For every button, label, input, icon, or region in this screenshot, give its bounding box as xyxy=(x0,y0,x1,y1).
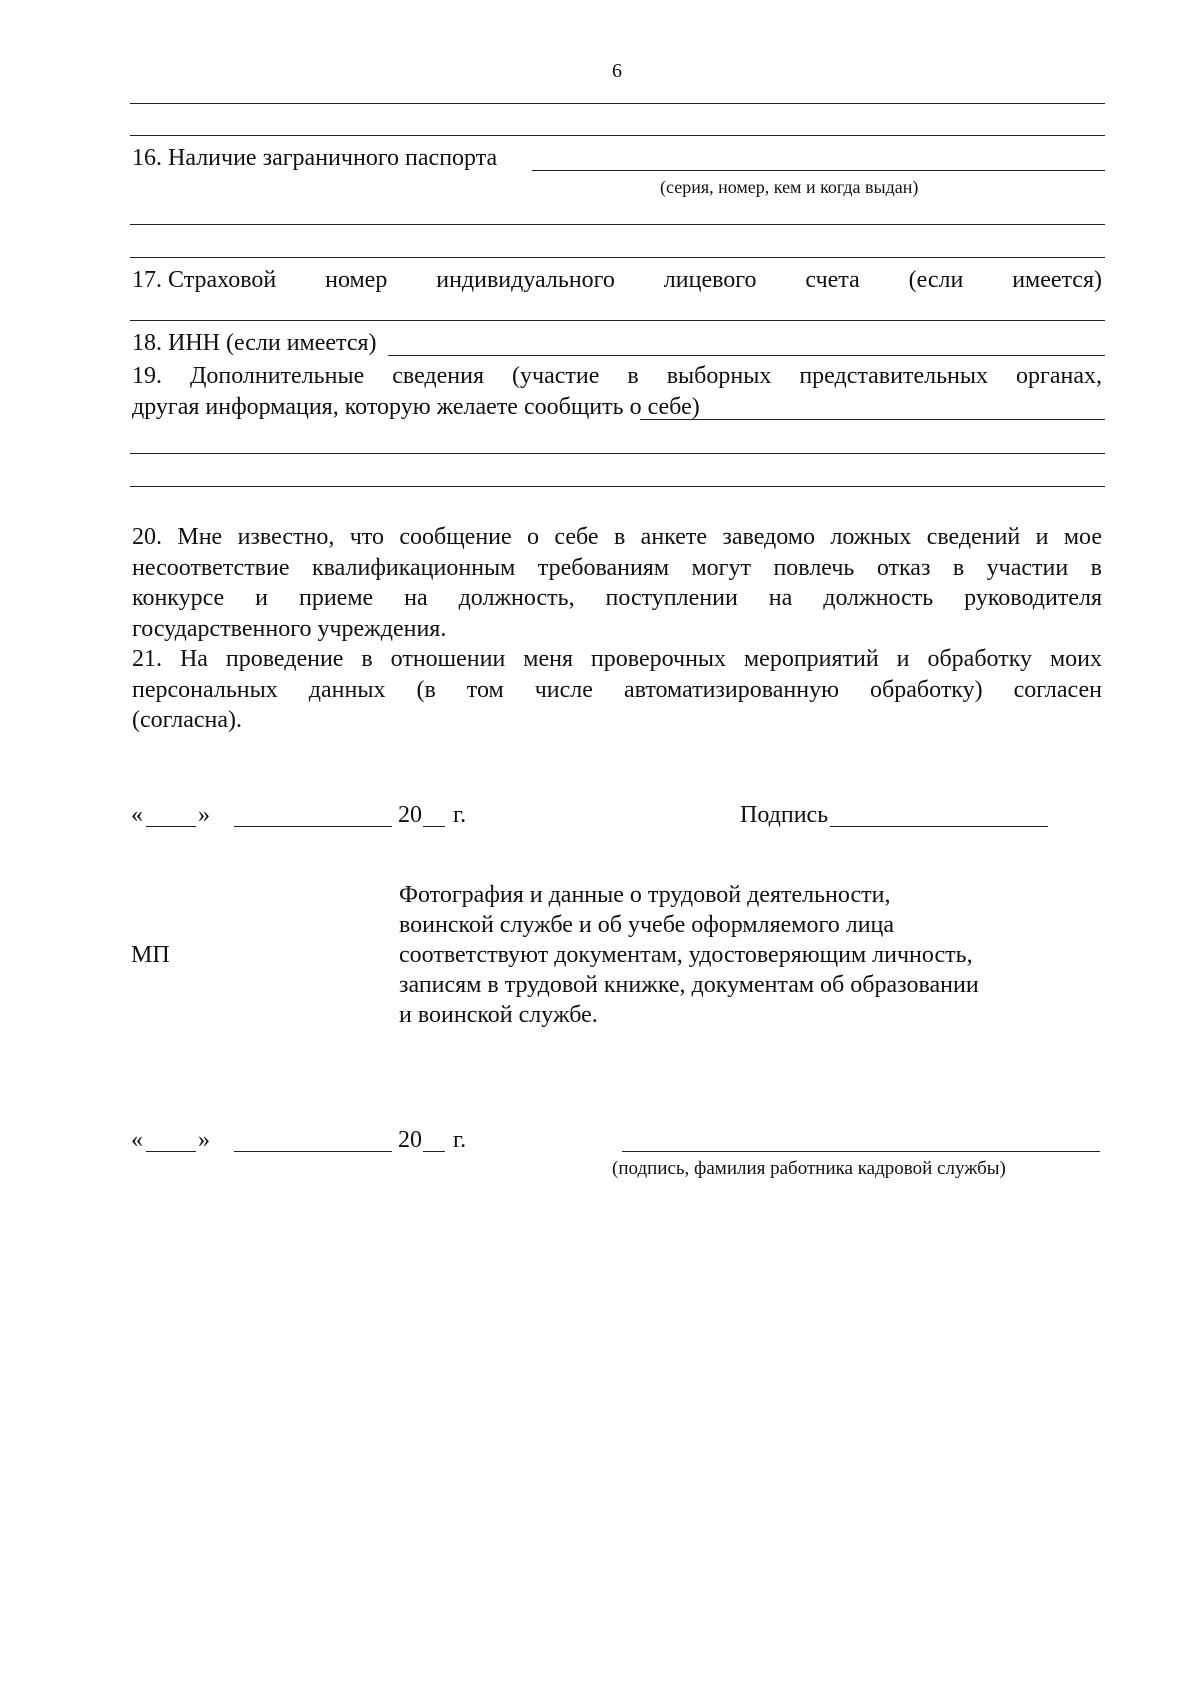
item17-word: (если xyxy=(908,267,964,293)
item21-line: персональных данных (в том числе автоматизированную обработку) согласен xyxy=(132,676,1102,703)
blank-line[interactable] xyxy=(130,103,1105,104)
signature-label: Подпись xyxy=(740,802,829,828)
item21-text xyxy=(132,644,1102,736)
additional-info-input-line[interactable] xyxy=(640,419,1105,420)
item20-line: государственного учреждения. xyxy=(132,615,447,642)
date1-year-suffix: г. xyxy=(453,802,467,828)
date1-close-quote: » xyxy=(198,802,210,828)
item17-label xyxy=(132,265,1102,295)
item19-line: 19. Дополнительные сведения (участие в выборных представительных органах, xyxy=(132,363,1102,389)
item19-text xyxy=(132,361,1102,422)
blank-line[interactable] xyxy=(130,224,1105,225)
inn-input-line[interactable] xyxy=(388,355,1105,356)
blank-line[interactable] xyxy=(130,135,1105,136)
item20-line: несоответствие квалификационным требованиям могут повлечь отказ в участии в xyxy=(132,554,1102,581)
item17-word: счета xyxy=(805,267,860,293)
blank-line[interactable] xyxy=(130,486,1105,487)
item20-line: конкурсе и приеме на должность, поступлении на должность руководителя xyxy=(132,585,1102,611)
item17-word: номер xyxy=(325,267,388,293)
date1-year: 20 xyxy=(398,802,422,828)
verification-line: Фотография и данные о трудовой деятельности, xyxy=(399,882,891,908)
item17-word: 17. Страховой xyxy=(132,267,277,293)
blank-line[interactable] xyxy=(130,257,1105,258)
hr-signature-hint: (подпись, фамилия работника кадровой службы) xyxy=(612,1158,1006,1179)
hr-signature-line[interactable] xyxy=(622,1151,1100,1152)
date1-month-line[interactable] xyxy=(234,826,392,827)
item17-word: индивидуального xyxy=(436,267,615,293)
verification-line: соответствуют документам, удостоверяющим личность, xyxy=(399,942,973,968)
verification-line: записям в трудовой книжке, документам об образовании xyxy=(399,972,979,998)
date2-year-suffix: г. xyxy=(453,1127,467,1153)
stamp-label: МП xyxy=(131,942,170,968)
item19-line: другая информация, которую желаете сообщить о себе) xyxy=(132,393,700,420)
item20-line: 20. Мне известно, что сообщение о себе в анкете заведомо ложных сведений и мое xyxy=(132,524,1102,550)
date1-open-quote: « xyxy=(131,802,143,828)
item16-hint: (серия, номер, кем и когда выдан) xyxy=(660,177,919,197)
item17-word: лицевого xyxy=(663,267,757,293)
snils-input-line[interactable] xyxy=(130,320,1105,321)
passport-input-line[interactable] xyxy=(532,170,1105,171)
item17-word: имеется) xyxy=(1012,267,1102,293)
verification-line: и воинской службе. xyxy=(399,1002,598,1028)
date1-year-line[interactable] xyxy=(423,826,445,827)
date2-open-quote: « xyxy=(131,1127,143,1153)
item16-label: 16. Наличие заграничного паспорта xyxy=(132,145,498,171)
item18-label: 18. ИНН (если имеется) xyxy=(132,330,377,356)
date2-year-line[interactable] xyxy=(423,1151,445,1152)
signature-line[interactable] xyxy=(830,826,1048,827)
blank-line[interactable] xyxy=(130,453,1105,454)
date2-day-line[interactable] xyxy=(146,1151,196,1152)
verification-line: воинской службе и об учебе оформляемого лица xyxy=(399,912,895,938)
page-number: 6 xyxy=(612,60,622,82)
verification-text xyxy=(399,880,1059,1030)
date2-close-quote: » xyxy=(198,1127,210,1153)
date2-year: 20 xyxy=(398,1127,422,1153)
date2-month-line[interactable] xyxy=(234,1151,392,1152)
date1-day-line[interactable] xyxy=(146,826,196,827)
item21-line: 21. На проведение в отношении меня проверочных мероприятий и обработку моих xyxy=(132,646,1102,672)
item21-line: (согласна). xyxy=(132,707,243,733)
item20-text xyxy=(132,522,1102,644)
